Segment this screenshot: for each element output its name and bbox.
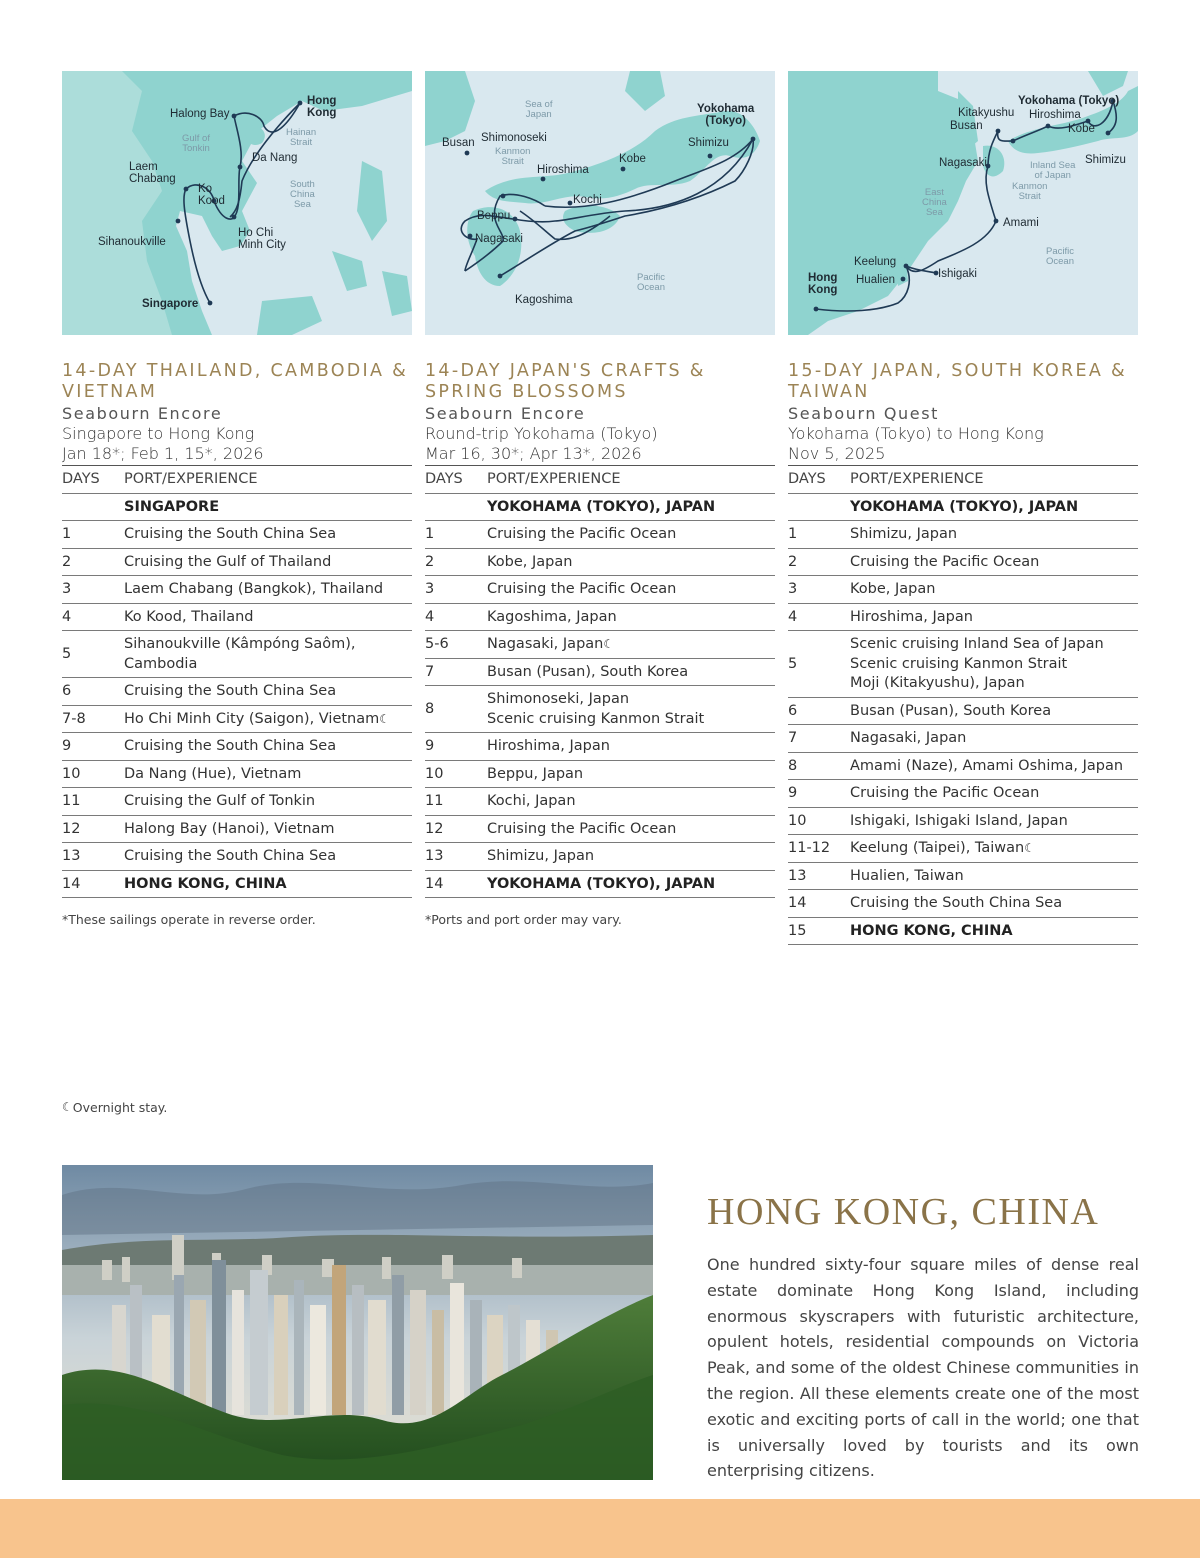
row-day: 6	[788, 697, 850, 725]
row-port-text: Laem Chabang (Bangkok), Thailand	[124, 581, 384, 597]
row-day: 10	[62, 760, 124, 788]
table-row	[425, 788, 775, 816]
label-inland-sea: Inland Sea of Japan	[1030, 160, 1076, 181]
row-port	[487, 815, 775, 843]
row-day: 15	[788, 917, 850, 945]
table-row	[425, 548, 775, 576]
table-row	[788, 521, 1138, 549]
table-row	[62, 493, 412, 521]
row-port	[124, 678, 412, 706]
row-day: 4	[788, 603, 850, 631]
voyage-dates: Mar 16, 30*; Apr 13*, 2026	[425, 444, 775, 466]
overnight-legend-text: Overnight stay.	[72, 1100, 168, 1115]
row-port-text: Cruising the South China Sea	[124, 683, 337, 699]
row-port	[850, 780, 1138, 808]
row-port	[850, 521, 1138, 549]
row-port	[487, 686, 775, 733]
row-port-text: Cruising the Pacific Ocean	[850, 785, 1040, 801]
label-nagasaki: Nagasaki	[939, 157, 987, 169]
label-nagasaki: Nagasaki	[475, 233, 523, 245]
row-day: 3	[425, 576, 487, 604]
table-row	[788, 631, 1138, 698]
map-japan-korea-taiwan	[788, 71, 1138, 335]
row-port-text: Cruising the Pacific Ocean	[850, 553, 1040, 570]
itinerary-title: 14-DAY JAPAN'S CRAFTS & SPRING BLOSSOMS	[425, 361, 706, 402]
row-port	[487, 658, 775, 686]
moon-icon: ☾	[379, 711, 391, 726]
table-header-row	[788, 466, 1138, 493]
table-row	[425, 631, 775, 659]
row-port	[850, 752, 1138, 780]
table-row	[788, 576, 1138, 604]
row-day	[788, 493, 850, 521]
table-row	[62, 843, 412, 871]
table-row	[62, 705, 412, 733]
row-day: 11	[62, 788, 124, 816]
row-port-text: Hiroshima, Japan	[487, 738, 610, 754]
row-day: 5-6	[425, 631, 487, 659]
row-port	[487, 870, 775, 898]
row-port	[850, 697, 1138, 725]
row-day: 14	[788, 890, 850, 918]
row-port-text: YOKOHAMA (TOKYO), JAPAN	[487, 498, 716, 515]
moon-icon: ☾	[603, 637, 615, 651]
label-ishigaki: Ishigaki	[938, 268, 977, 280]
row-day: 1	[425, 521, 487, 549]
ship-name: Seabourn Quest	[788, 404, 940, 423]
row-port-text: Hiroshima, Japan	[850, 608, 973, 625]
row-port-text: Shimizu, Japan	[850, 526, 958, 542]
table-row	[62, 788, 412, 816]
row-port-text: Cruising the South China Sea	[124, 738, 337, 754]
row-port	[487, 548, 775, 576]
row-port-text: Busan (Pusan), South Korea	[850, 702, 1052, 719]
row-day: 13	[788, 862, 850, 890]
row-port	[124, 870, 412, 898]
row-port-text: Shimonoseki, Japan Scenic cruising Kanmon Strait	[487, 691, 705, 727]
feature-description: One hundred sixty-four square miles of dense real estate dominate Hong Kong Island, including enormous skyscrapers with futuristic architecture, opulent hotels, residential compounds on Victoria Peak, and some of the oldest Chinese communities in the region. All these elements create one of the most exotic and exciting ports of call in the world; one that is universally loved by tourists and its own enterprising citizens.	[707, 1255, 1139, 1481]
table-row	[788, 493, 1138, 521]
row-port-text: Sihanoukville (Kâmpóng Saôm), Cambodia	[124, 636, 356, 672]
itinerary-footnote: *Ports and port order may vary.	[425, 912, 622, 927]
row-day	[62, 493, 124, 521]
header-port: PORT/EXPERIENCE	[850, 466, 1138, 493]
label-sea-of-japan: Sea of Japan	[525, 99, 553, 120]
row-day: 3	[788, 576, 850, 604]
row-port	[124, 815, 412, 843]
row-port	[124, 521, 412, 549]
voyage-route: Yokohama (Tokyo) to Hong Kong	[788, 424, 1044, 443]
label-singapore: Singapore	[142, 298, 199, 310]
row-day: 3	[62, 576, 124, 604]
label-gulf-of-tonkin: Gulf of Tonkin	[182, 133, 210, 154]
row-port-text: Kochi, Japan	[487, 793, 576, 809]
header-days: DAYS	[788, 466, 850, 493]
table-row	[62, 576, 412, 604]
table-row	[62, 548, 412, 576]
label-pacific-ocean: Pacific Ocean	[637, 272, 665, 293]
row-port-text: Cruising the South China Sea	[124, 848, 337, 864]
row-port	[124, 493, 412, 521]
row-port-text: Kobe, Japan	[487, 553, 573, 570]
row-port-text: SINGAPORE	[124, 498, 220, 515]
table-row	[62, 733, 412, 761]
row-day: 7-8	[62, 705, 124, 733]
row-port-text: Nagasaki, Japan	[850, 730, 967, 746]
label-halong-bay: Halong Bay	[170, 108, 230, 120]
row-port-text: Cruising the Gulf of Thailand	[124, 553, 332, 570]
row-port	[487, 733, 775, 761]
row-day: 10	[425, 760, 487, 788]
row-port	[487, 760, 775, 788]
row-day: 2	[425, 548, 487, 576]
voyage-dates: Jan 18*; Feb 1, 15*, 2026	[62, 444, 412, 466]
table-row	[62, 631, 412, 678]
row-port-text: Shimizu, Japan	[487, 848, 595, 864]
label-east-china-sea: East China Sea	[922, 187, 947, 218]
hong-kong-skyline-photo	[62, 1165, 653, 1480]
row-port-text: Cruising the South China Sea	[124, 526, 337, 542]
row-day: 1	[788, 521, 850, 549]
table-row	[62, 678, 412, 706]
label-hong-kong: Hong Kong	[307, 95, 337, 119]
row-port-text: Scenic cruising Inland Sea of Japan Scenic cruising Kanmon Strait Moji (Kitakyushu), Japan	[850, 636, 1104, 691]
table-row	[788, 697, 1138, 725]
row-port	[487, 631, 775, 659]
label-shimonoseki: Shimonoseki	[481, 132, 547, 144]
itinerary-column-japan-crafts	[425, 361, 775, 927]
label-hong-kong: Hong Kong	[808, 272, 838, 296]
row-day: 9	[62, 733, 124, 761]
row-port	[850, 725, 1138, 753]
row-port-text: Kagoshima, Japan	[487, 608, 617, 625]
row-port	[124, 843, 412, 871]
row-day: 7	[425, 658, 487, 686]
table-row	[788, 890, 1138, 918]
row-port	[850, 835, 1138, 863]
label-busan: Busan	[950, 120, 983, 132]
table-header-row	[62, 466, 412, 493]
row-day: 1	[62, 521, 124, 549]
row-port-text: Cruising the Pacific Ocean	[487, 820, 677, 837]
map-thailand-vietnam	[62, 71, 412, 335]
label-kagoshima: Kagoshima	[515, 294, 573, 306]
table-row	[425, 658, 775, 686]
row-port	[850, 807, 1138, 835]
label-laem-chabang: Laem Chabang	[129, 161, 176, 185]
row-port-text: Cruising the Pacific Ocean	[487, 526, 677, 542]
row-port-text: HONG KONG, CHINA	[124, 875, 287, 892]
table-row	[425, 576, 775, 604]
map-japan-crafts	[425, 71, 775, 335]
row-port	[850, 576, 1138, 604]
row-day: 9	[788, 780, 850, 808]
row-port	[850, 890, 1138, 918]
row-port-text: Cruising the South China Sea	[850, 895, 1063, 911]
row-day: 10	[788, 807, 850, 835]
itinerary-table	[788, 466, 1138, 945]
label-da-nang: Da Nang	[252, 152, 298, 164]
row-port	[124, 705, 412, 733]
row-port-text: Kobe, Japan	[850, 581, 936, 597]
table-row	[425, 760, 775, 788]
row-port-text: Hualien, Taiwan	[850, 867, 964, 884]
row-port	[124, 631, 412, 678]
label-kochi: Kochi	[573, 194, 602, 206]
table-row	[62, 603, 412, 631]
voyage-dates: Nov 5, 2025	[788, 444, 1138, 466]
ship-name: Seabourn Encore	[62, 404, 223, 423]
row-port-text: YOKOHAMA (TOKYO), JAPAN	[487, 875, 716, 892]
row-port-text: Keelung (Taipei), Taiwan	[850, 840, 1025, 856]
label-yokohama: Yokohama (Tokyo)	[697, 103, 755, 127]
table-row	[788, 548, 1138, 576]
row-port	[850, 862, 1138, 890]
table-row	[62, 760, 412, 788]
row-day: 11-12	[788, 835, 850, 863]
table-row	[788, 917, 1138, 945]
row-day: 12	[62, 815, 124, 843]
row-port	[850, 603, 1138, 631]
moon-icon: ☾	[1024, 841, 1035, 855]
row-day: 5	[788, 631, 850, 698]
row-day: 4	[425, 603, 487, 631]
row-port	[487, 843, 775, 871]
map-1-graphic	[62, 71, 412, 335]
table-row	[788, 603, 1138, 631]
row-port	[124, 788, 412, 816]
label-kanmon-strait: Kanmon Strait	[1012, 181, 1048, 202]
row-port	[124, 548, 412, 576]
table-row	[425, 493, 775, 521]
label-kobe: Kobe	[1068, 123, 1095, 135]
table-row	[425, 733, 775, 761]
label-hiroshima: Hiroshima	[537, 164, 589, 176]
table-row	[62, 815, 412, 843]
table-row	[425, 521, 775, 549]
label-keelung: Keelung	[854, 256, 897, 268]
label-hainan-strait: Hainan Strait	[286, 127, 317, 148]
row-port	[124, 576, 412, 604]
row-day: 4	[62, 603, 124, 631]
table-row	[62, 521, 412, 549]
row-port	[487, 788, 775, 816]
row-port	[487, 576, 775, 604]
itinerary-title: 14-DAY THAILAND, CAMBODIA & VIETNAM	[62, 361, 409, 402]
feature-title: HONG KONG, CHINA	[707, 1191, 1100, 1233]
row-port	[487, 493, 775, 521]
row-port	[850, 548, 1138, 576]
label-hiroshima: Hiroshima	[1029, 109, 1081, 121]
header-port: PORT/EXPERIENCE	[124, 466, 412, 493]
label-south-china-sea: South China Sea	[290, 179, 315, 210]
row-day: 11	[425, 788, 487, 816]
itinerary-table	[425, 466, 775, 898]
row-port-text: Busan (Pusan), South Korea	[487, 663, 689, 680]
row-port	[124, 603, 412, 631]
row-port	[124, 760, 412, 788]
skyline-illustration	[62, 1165, 653, 1480]
voyage-route: Singapore to Hong Kong	[62, 424, 255, 443]
ship-name: Seabourn Encore	[425, 404, 586, 423]
row-day: 9	[425, 733, 487, 761]
row-day: 12	[425, 815, 487, 843]
label-sihanoukville: Sihanoukville	[98, 236, 166, 248]
row-port-text: YOKOHAMA (TOKYO), JAPAN	[850, 498, 1079, 515]
row-port-text: Nagasaki, Japan	[487, 636, 604, 652]
table-header-row	[425, 466, 775, 493]
table-row	[425, 815, 775, 843]
label-kobe: Kobe	[619, 153, 646, 165]
table-row	[788, 752, 1138, 780]
table-row	[425, 603, 775, 631]
table-row	[788, 725, 1138, 753]
row-port	[124, 733, 412, 761]
row-day: 7	[788, 725, 850, 753]
label-kitakyushu: Kitakyushu	[958, 107, 1015, 119]
label-pacific-ocean: Pacific Ocean	[1046, 246, 1074, 267]
itinerary-footnote: *These sailings operate in reverse order.	[62, 912, 316, 927]
row-port-text: Ho Chi Minh City (Saigon), Vietnam	[124, 710, 380, 727]
label-busan: Busan	[442, 137, 475, 149]
row-day: 5	[62, 631, 124, 678]
row-port-text: Halong Bay (Hanoi), Vietnam	[124, 820, 335, 837]
row-day: 2	[788, 548, 850, 576]
row-port-text: Ko Kood, Thailand	[124, 608, 254, 625]
label-shimizu: Shimizu	[688, 137, 729, 149]
footer-band	[0, 1499, 1200, 1558]
table-row	[788, 862, 1138, 890]
label-kanmon-strait: Kanmon Strait	[495, 146, 531, 167]
row-day: 8	[788, 752, 850, 780]
label-ko-kood: Ko Kood	[198, 183, 225, 207]
row-day: 14	[62, 870, 124, 898]
itinerary-column-thailand	[62, 361, 412, 927]
table-row	[425, 870, 775, 898]
overnight-legend	[62, 1100, 167, 1115]
table-row	[788, 780, 1138, 808]
header-days: DAYS	[425, 466, 487, 493]
label-yokohama: Yokohama (Tokyo)	[1018, 95, 1120, 107]
row-port	[850, 493, 1138, 521]
label-beppu: Beppu	[477, 210, 511, 222]
itinerary-title: 15-DAY JAPAN, SOUTH KOREA & TAIWAN	[788, 361, 1127, 402]
row-port-text: HONG KONG, CHINA	[850, 922, 1013, 939]
row-port-text: Beppu, Japan	[487, 765, 584, 782]
row-port	[850, 631, 1138, 698]
row-port-text: Amami (Naze), Amami Oshima, Japan	[850, 757, 1124, 774]
row-port	[487, 521, 775, 549]
row-port	[850, 917, 1138, 945]
voyage-route: Round-trip Yokohama (Tokyo)	[425, 424, 658, 443]
header-days: DAYS	[62, 466, 124, 493]
itinerary-column-japan-korea-taiwan	[788, 361, 1138, 945]
row-day: 6	[62, 678, 124, 706]
row-port-text: Cruising the Pacific Ocean	[487, 581, 677, 597]
header-port: PORT/EXPERIENCE	[487, 466, 775, 493]
row-day: 8	[425, 686, 487, 733]
label-shimizu: Shimizu	[1085, 154, 1126, 166]
table-row	[62, 870, 412, 898]
row-day: 13	[425, 843, 487, 871]
row-day: 13	[62, 843, 124, 871]
label-hualien: Hualien	[856, 274, 895, 286]
itinerary-table	[62, 466, 412, 898]
moon-icon: ☾	[62, 1100, 73, 1114]
row-port-text: Ishigaki, Ishigaki Island, Japan	[850, 812, 1068, 829]
row-port-text: Da Nang (Hue), Vietnam	[124, 765, 302, 782]
row-day: 14	[425, 870, 487, 898]
row-port-text: Cruising the Gulf of Tonkin	[124, 793, 316, 809]
table-row	[788, 807, 1138, 835]
row-port	[487, 603, 775, 631]
table-row	[425, 843, 775, 871]
row-day	[425, 493, 487, 521]
label-ho-chi-minh-city: Ho Chi Minh City	[238, 227, 286, 251]
table-row	[788, 835, 1138, 863]
label-amami: Amami	[1003, 217, 1039, 229]
row-day: 2	[62, 548, 124, 576]
table-row	[425, 686, 775, 733]
